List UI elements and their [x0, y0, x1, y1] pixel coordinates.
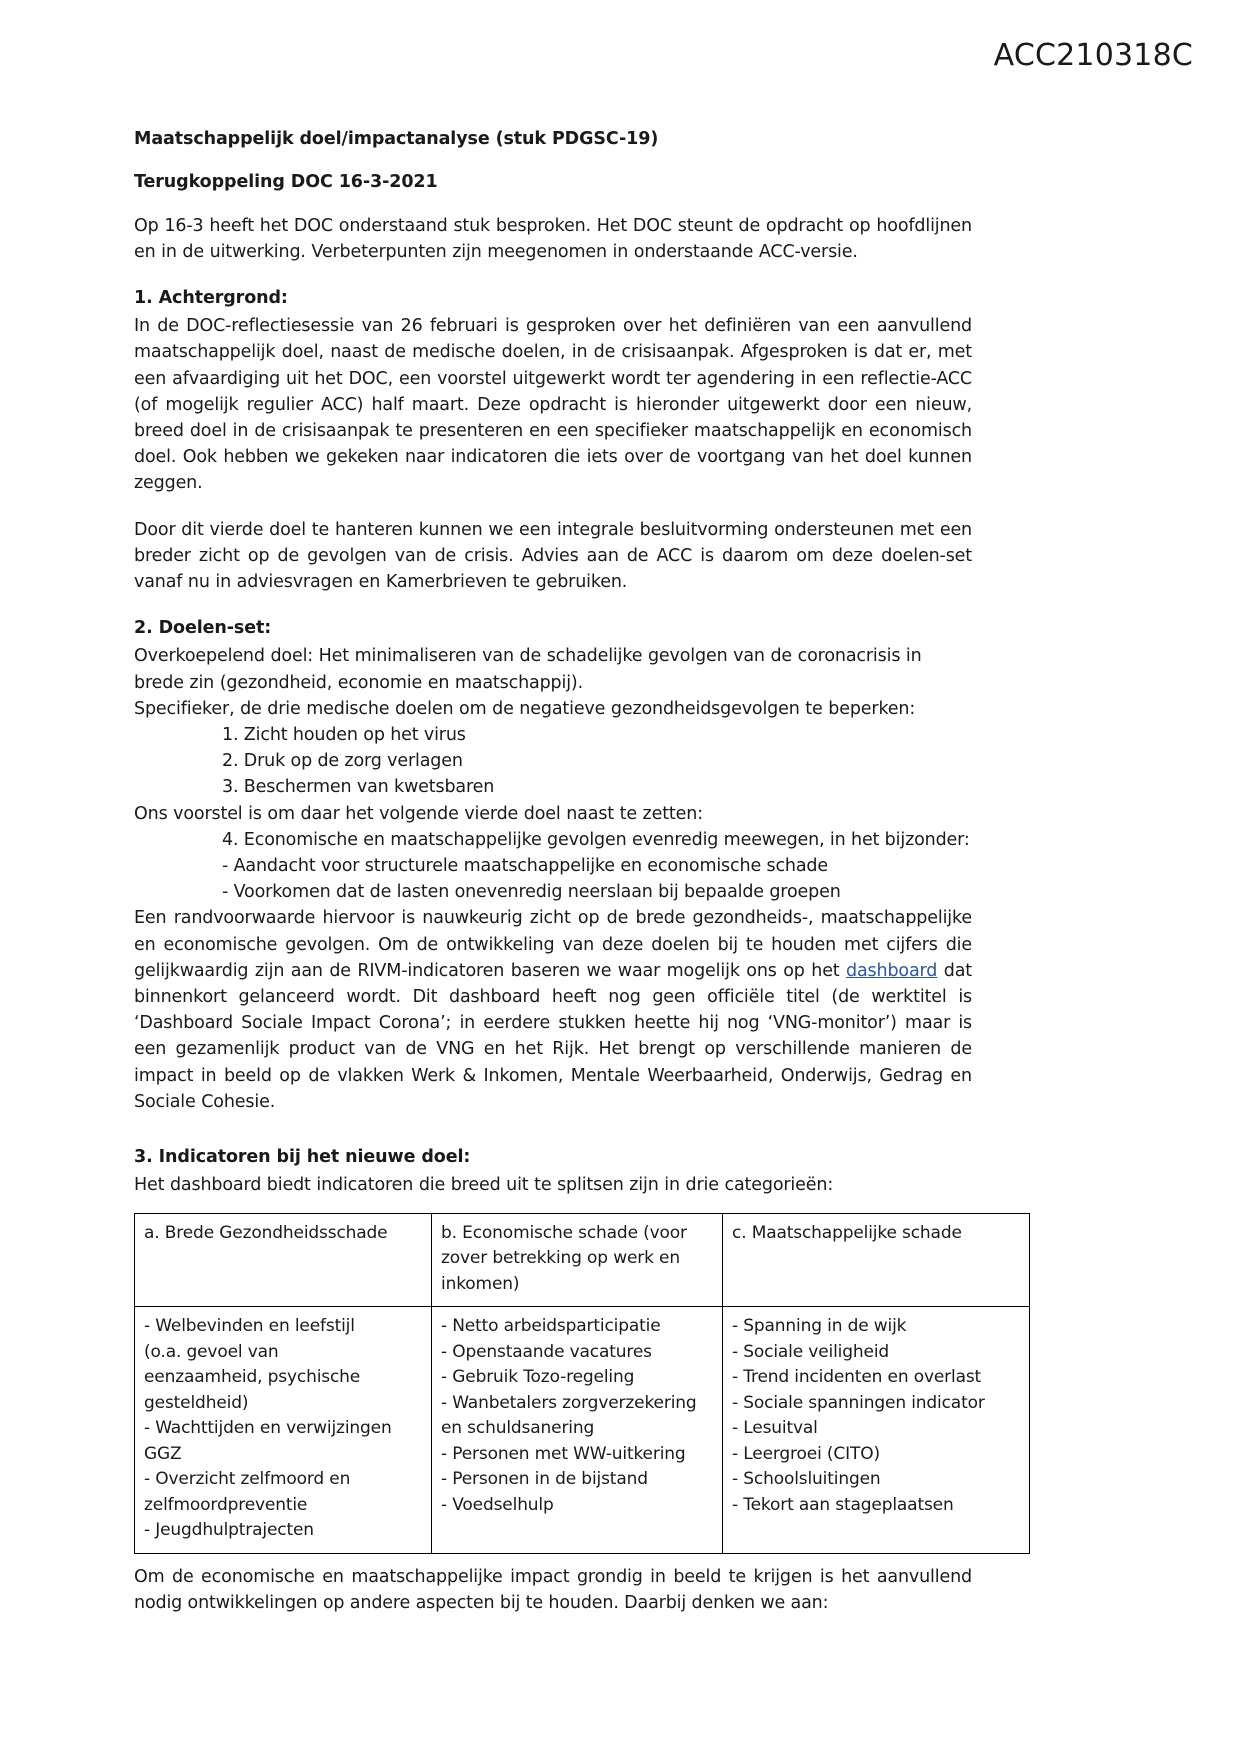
section3-heading: 3. Indicatoren bij het nieuwe doel:: [134, 1147, 471, 1168]
list-item: GGZ: [144, 1443, 182, 1464]
closing-text-before-link: Een randvoorwaarde hiervoor is nauwkeurig zicht op de brede gezondheids-, maatschappelijke en economische gevolgen. Om de ontwikkeling van deze doelen bij te houden met cijfers die gelijkwaardig zijn aan de RIVM-indicatoren baseren we waar mogelijk ons op het: [134, 908, 972, 981]
list-item: - Voorkomen dat de lasten onevenredig neerslaan bij bepaalde groepen: [222, 882, 841, 903]
list-item: - Jeugdhulptrajecten: [144, 1520, 314, 1541]
section1-paragraph-1: In de DOC-reflectiesessie van 26 februari is gesproken over het definiëren van een aanvullend maatschappelijk doel, naast de medische doelen, in de crisisaanpak. Afgesproken is dat er, met een afvaardiging uit het DOC, een voorstel uitgewerkt wordt ter agendering in een reflectie-ACC (of mogelijk regulier ACC) half maart. Deze opdracht is hieronder uitgewerkt door een nieuw, breed doel in de crisisaanpak te presenteren en een specifieker maatschappelijk en economisch doel. Ook hebben we gekeken naar indicatoren die iets over de voortgang van het doel kunnen zeggen.: [134, 316, 972, 494]
list-item: - Voedselhulp: [441, 1494, 554, 1515]
document-content: [134, 126, 985, 1616]
list-item: - Tekort aan stageplaatsen: [732, 1494, 954, 1515]
document-subtitle: Terugkoppeling DOC 16-3-2021: [134, 172, 438, 193]
list-item: 1. Zicht houden op het virus: [222, 725, 466, 746]
section2-fourth-intro: Ons voorstel is om daar het volgende vierde doel naast te zetten:: [134, 803, 703, 824]
section3-after-table-paragraph: Om de economische en maatschappelijke impact grondig in beeld te krijgen is het aanvullend nodig ontwikkelingen op andere aspecten bij te houden. Daarbij denken we aan:: [134, 1566, 972, 1613]
list-item: - Openstaande vacatures: [441, 1341, 652, 1362]
section2-medical-intro: Specifieker, de drie medische doelen om de negatieve gezondheidsgevolgen te beperken:: [134, 698, 916, 719]
closing-text-after-link: dat binnenkort gelanceerd wordt. Dit dashboard heeft nog geen officiële titel (de werktitel is ‘Dashboard Sociale Impact Corona’; in eerdere stukken heette hij nog ‘VNG-monitor’) maar is een gezamenlijk product van de VNG en het Rijk. Het brengt op verschillende manieren de impact in beeld op de vlakken Werk & Inkomen, Mentale Weerbaarheid, Onderwijs, Gedrag en Sociale Cohesie.: [134, 960, 972, 1112]
section2-overall-goal: Overkoepelend doel: Het minimaliseren van de schadelijke gevolgen van de coronacrisis in brede zin (gezondheid, economie en maatschappij).: [134, 646, 922, 693]
list-item: - Schoolsluitingen: [732, 1469, 881, 1490]
list-item: - Netto arbeidsparticipatie: [441, 1316, 661, 1337]
indicator-list-b: [441, 1314, 713, 1518]
table-header-label: b. Economische schade (voor zover betrekking op werk en inkomen): [441, 1222, 687, 1294]
indicator-list-a: [144, 1314, 422, 1544]
section2-heading: 2. Doelen-set:: [134, 618, 272, 639]
document-header-code: ACC210318C: [993, 38, 1193, 73]
section1-paragraph-2: Door dit vierde doel te hanteren kunnen we een integrale besluitvorming ondersteunen met een breder zicht op de gevolgen van de crisis. Advies aan de ACC is daarom om deze doelen-set vanaf nu in adviesvragen en Kamerbrieven te gebruiken.: [134, 519, 972, 592]
list-item: - Wanbetalers zorgverzekering: [441, 1392, 697, 1413]
section1-heading: 1. Achtergrond:: [134, 287, 288, 308]
list-item: - Gebruik Tozo-regeling: [441, 1367, 635, 1388]
page-title: Maatschappelijk doel/impactanalyse (stuk PDGSC-19): [134, 129, 659, 149]
section3-intro: Het dashboard biedt indicatoren die breed uit te splitsen zijn in drie categorieën:: [134, 1175, 834, 1196]
list-item: - Personen met WW-uitkering: [441, 1443, 686, 1464]
table-cell-health-indicators: [135, 1307, 432, 1554]
section2-closing-paragraph: [134, 905, 972, 1115]
list-item: - Overzicht zelfmoord en: [144, 1469, 351, 1490]
indicator-list-c: [732, 1314, 1020, 1518]
list-item: - Aandacht voor structurele maatschappelijke en economische schade: [222, 856, 829, 877]
list-item: 3. Beschermen van kwetsbaren: [222, 777, 495, 798]
list-item: en schuldsanering: [441, 1418, 595, 1439]
list-item: 2. Druk op de zorg verlagen: [222, 751, 463, 772]
list-item: - Leergroei (CITO): [732, 1443, 880, 1464]
table-header-label: a. Brede Gezondheidsschade: [144, 1222, 388, 1243]
list-item: - Lesuitval: [732, 1418, 818, 1439]
table-cell-economic-indicators: [432, 1307, 723, 1554]
table-header-cell-a: [135, 1213, 432, 1307]
dashboard-link[interactable]: dashboard: [846, 960, 938, 981]
list-item: - Welbevinden en leefstijl: [144, 1316, 355, 1337]
list-item: gesteldheid): [144, 1392, 249, 1413]
list-item: zelfmoordpreventie: [144, 1494, 308, 1515]
indicators-table: [134, 1213, 1030, 1554]
table-row: [135, 1307, 1030, 1554]
list-item: - Sociale spanningen indicator: [732, 1392, 985, 1413]
list-item: eenzaamheid, psychische: [144, 1367, 361, 1388]
list-item: - Spanning in de wijk: [732, 1316, 907, 1337]
table-header-cell-c: [723, 1213, 1030, 1307]
table-row: [135, 1213, 1030, 1307]
table-header-label: c. Maatschappelijke schade: [732, 1222, 962, 1243]
list-item: - Trend incidenten en overlast: [732, 1367, 982, 1388]
list-item: - Sociale veiligheid: [732, 1341, 890, 1362]
table-header-cell-b: [432, 1213, 723, 1307]
table-cell-social-indicators: [723, 1307, 1030, 1554]
list-item: (o.a. gevoel van: [144, 1341, 279, 1362]
list-item: - Wachttijden en verwijzingen: [144, 1418, 392, 1439]
intro-paragraph: Op 16-3 heeft het DOC onderstaand stuk besproken. Het DOC steunt de opdracht op hoofdlijnen en in de uitwerking. Verbeterpunten zijn meegenomen in onderstaande ACC-versie.: [134, 215, 972, 262]
list-item: 4. Economische en maatschappelijke gevolgen evenredig meewegen, in het bijzonder:: [222, 829, 970, 850]
list-item: - Personen in de bijstand: [441, 1469, 648, 1490]
